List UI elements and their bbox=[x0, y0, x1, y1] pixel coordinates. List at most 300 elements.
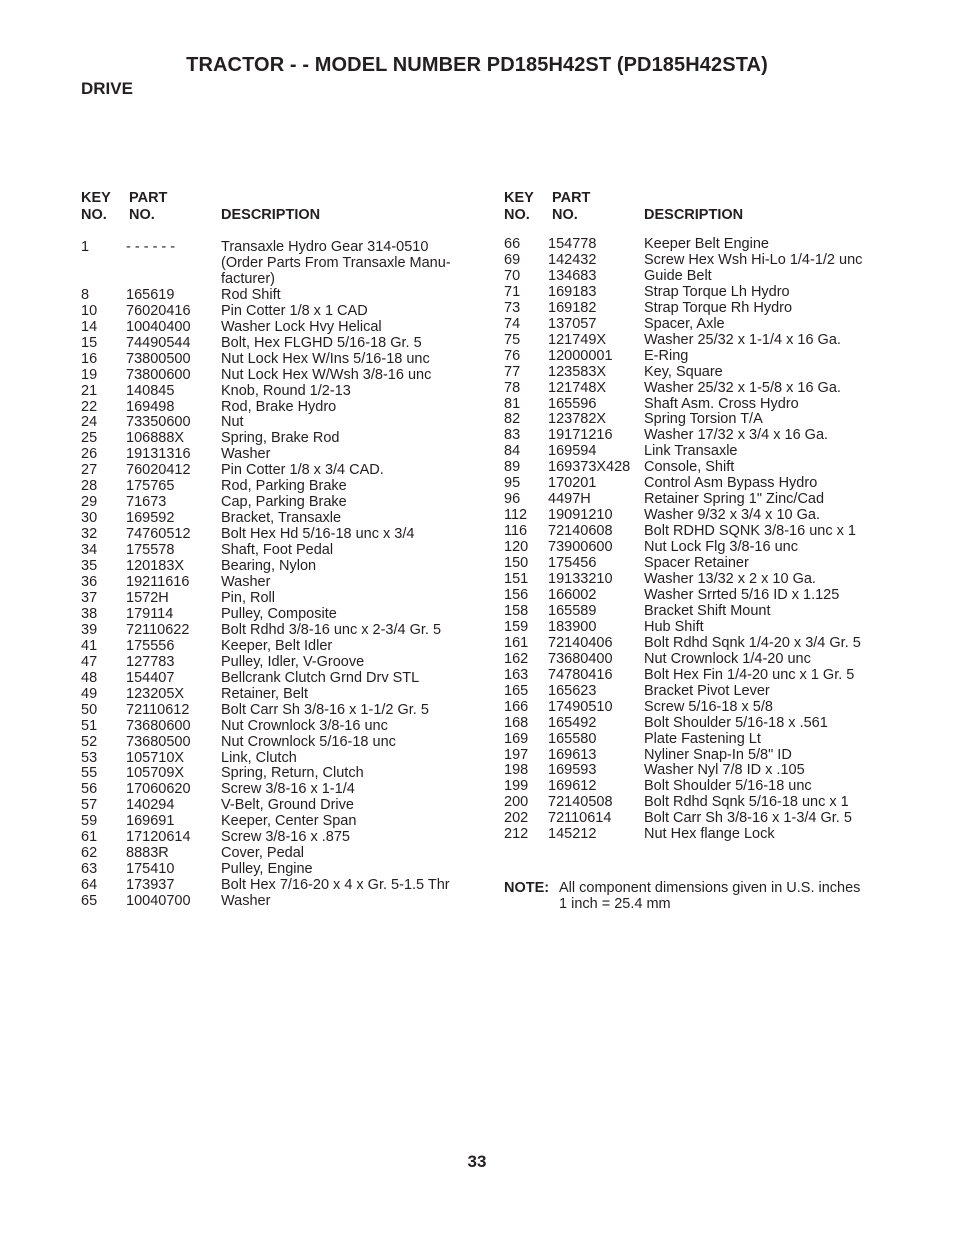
table-row bbox=[81, 288, 481, 304]
part-no: 145212 bbox=[548, 826, 597, 843]
key-no: 48 bbox=[81, 669, 98, 686]
part-description: Nut bbox=[221, 414, 244, 431]
key-no: 168 bbox=[504, 714, 529, 731]
header-part-line2: NO. bbox=[552, 207, 578, 223]
part-no: 154778 bbox=[548, 236, 597, 252]
part-no: 73680600 bbox=[126, 717, 191, 734]
key-no: 1 bbox=[81, 239, 90, 255]
key-no: 36 bbox=[81, 574, 98, 591]
part-no: 106888X bbox=[126, 430, 185, 447]
table-row bbox=[81, 719, 481, 735]
table-row bbox=[504, 301, 924, 317]
part-description: Washer Lock Hvy Helical bbox=[221, 318, 382, 335]
part-description: Retainer, Belt bbox=[221, 685, 309, 702]
part-no: 179114 bbox=[126, 605, 174, 622]
table-row bbox=[81, 862, 481, 878]
part-description: Spring, Return, Clutch bbox=[221, 765, 364, 782]
part-description: Bolt Rdhd Sqnk 1/4-20 x 3/4 Gr. 5 bbox=[644, 634, 861, 651]
part-no: 121748X bbox=[548, 379, 607, 396]
part-description: Bolt Shoulder 5/16-18 x .561 bbox=[644, 714, 828, 731]
part-description: Shaft Asm. Cross Hydro bbox=[644, 395, 799, 412]
parts-table-left bbox=[81, 190, 481, 910]
part-no: 175765 bbox=[126, 478, 175, 495]
table-row bbox=[504, 381, 924, 397]
section-heading: DRIVE bbox=[81, 79, 133, 98]
table-row bbox=[504, 556, 924, 572]
part-no: 165589 bbox=[548, 602, 597, 619]
part-no: 72140608 bbox=[548, 523, 613, 540]
key-no: 30 bbox=[81, 510, 98, 527]
part-description: Washer bbox=[221, 893, 271, 910]
key-no: 120 bbox=[504, 539, 529, 556]
part-no: 73900600 bbox=[548, 539, 613, 556]
key-no: 161 bbox=[504, 634, 529, 651]
part-no: 120183X bbox=[126, 558, 185, 575]
key-no: 61 bbox=[81, 829, 98, 846]
table-row bbox=[81, 766, 481, 782]
part-no: 19211616 bbox=[126, 574, 190, 591]
table-row bbox=[81, 400, 481, 416]
part-description: Keeper, Center Span bbox=[221, 813, 357, 830]
part-description: Bearing, Nylon bbox=[221, 558, 317, 575]
table-row bbox=[504, 588, 924, 604]
table-row bbox=[81, 559, 481, 575]
table-row bbox=[81, 607, 481, 623]
key-no: 162 bbox=[504, 650, 529, 667]
table-row bbox=[81, 751, 481, 767]
table-row bbox=[81, 623, 481, 639]
key-no: 71 bbox=[504, 283, 521, 300]
table-row bbox=[504, 428, 924, 444]
key-no: 66 bbox=[504, 236, 521, 252]
table-row bbox=[504, 397, 924, 413]
header-description: DESCRIPTION bbox=[644, 207, 744, 223]
table-row bbox=[504, 636, 924, 652]
table-row bbox=[504, 540, 924, 556]
key-no: 78 bbox=[504, 379, 521, 396]
table-row bbox=[504, 412, 924, 428]
table-row bbox=[504, 668, 924, 684]
part-description: Bolt Hex 7/16-20 x 4 x Gr. 5-1.5 Thr bbox=[221, 877, 450, 894]
key-no: 59 bbox=[81, 813, 98, 830]
table-row bbox=[504, 604, 924, 620]
table-row bbox=[81, 846, 481, 862]
part-no: 127783 bbox=[126, 653, 175, 670]
part-description: Washer 25/32 x 1-5/8 x 16 Ga. bbox=[644, 379, 841, 396]
part-no: 76020412 bbox=[126, 462, 191, 479]
part-no: 169593 bbox=[548, 762, 597, 779]
key-no: 51 bbox=[81, 717, 98, 734]
table-row bbox=[81, 543, 481, 559]
table-row bbox=[504, 476, 924, 492]
key-no: 50 bbox=[81, 701, 98, 718]
table-row bbox=[504, 237, 924, 253]
key-no: 56 bbox=[81, 781, 98, 798]
table-row bbox=[81, 655, 481, 671]
part-no: 73800500 bbox=[126, 350, 191, 367]
part-description: Spacer, Axle bbox=[644, 315, 725, 332]
part-no: 72140406 bbox=[548, 634, 613, 651]
part-description: Link, Clutch bbox=[221, 749, 297, 766]
part-description: Washer Nyl 7/8 ID x .105 bbox=[644, 762, 805, 779]
key-no: 159 bbox=[504, 618, 529, 635]
part-description: Washer 13/32 x 2 x 10 Ga. bbox=[644, 571, 816, 588]
part-no: 19091210 bbox=[548, 507, 613, 524]
part-no: 74760512 bbox=[126, 526, 191, 543]
key-no: 116 bbox=[504, 523, 528, 540]
part-description: Hub Shift bbox=[644, 618, 704, 635]
table-row bbox=[81, 894, 481, 910]
part-no: 12000001 bbox=[548, 347, 613, 364]
part-description: Washer bbox=[221, 446, 271, 463]
key-no: 197 bbox=[504, 746, 529, 763]
part-no: 175578 bbox=[126, 542, 175, 559]
table-row bbox=[504, 684, 924, 700]
table-row bbox=[81, 431, 481, 447]
key-no: 151 bbox=[504, 571, 529, 588]
table-row bbox=[504, 795, 924, 811]
part-description: Bracket, Transaxle bbox=[221, 510, 342, 527]
part-no: 175456 bbox=[548, 555, 597, 572]
part-description: Pulley, Engine bbox=[221, 861, 313, 878]
key-no: 39 bbox=[81, 621, 98, 638]
part-description: Cap, Parking Brake bbox=[221, 494, 347, 511]
key-no: 83 bbox=[504, 427, 521, 444]
key-no: 57 bbox=[81, 797, 98, 814]
key-no: 27 bbox=[81, 462, 98, 479]
part-no: 142432 bbox=[548, 251, 597, 268]
key-no: 81 bbox=[504, 395, 521, 412]
table-row bbox=[81, 878, 481, 894]
part-description: Cover, Pedal bbox=[221, 845, 305, 862]
table-header bbox=[81, 190, 481, 230]
part-no: 169691 bbox=[126, 813, 175, 830]
part-no: 105709X bbox=[126, 765, 185, 782]
key-no: 16 bbox=[81, 350, 98, 367]
key-no: 84 bbox=[504, 443, 521, 460]
part-description: Screw 5/16-18 x 5/8 bbox=[644, 698, 773, 715]
table-row bbox=[81, 814, 481, 830]
part-description: Washer 17/32 x 3/4 x 16 Ga. bbox=[644, 427, 829, 444]
table-row bbox=[81, 336, 481, 352]
part-no: 121749X bbox=[548, 331, 607, 348]
part-description: Spring Torsion T/A bbox=[644, 411, 763, 428]
part-description: Retainer Spring 1" Zinc/Cad bbox=[644, 491, 825, 508]
part-description: Strap Torque Rh Hydro bbox=[644, 299, 793, 316]
part-description: Rod, Parking Brake bbox=[221, 478, 347, 495]
key-no: 55 bbox=[81, 765, 98, 782]
table-row bbox=[504, 365, 924, 381]
key-no: 37 bbox=[81, 589, 98, 606]
part-no: 105710X bbox=[126, 749, 185, 766]
part-no: 73680400 bbox=[548, 650, 613, 667]
key-no: 52 bbox=[81, 733, 98, 750]
part-no: 1572H bbox=[126, 589, 169, 606]
part-description: Pulley, Composite bbox=[221, 605, 337, 622]
part-no: 17490510 bbox=[548, 698, 613, 715]
part-no: 165580 bbox=[548, 730, 597, 747]
part-description: Pin, Roll bbox=[221, 589, 275, 606]
table-row bbox=[81, 782, 481, 798]
part-description: Nut Crownlock 3/8-16 unc bbox=[221, 717, 388, 734]
table-row bbox=[81, 479, 481, 495]
part-no: 165492 bbox=[548, 714, 597, 731]
key-no: 70 bbox=[504, 267, 521, 284]
part-description: Washer 25/32 x 1-1/4 x 16 Ga. bbox=[644, 331, 841, 348]
part-no: 137057 bbox=[548, 315, 597, 332]
key-no: 24 bbox=[81, 414, 98, 431]
table-row bbox=[504, 652, 924, 668]
part-no: 71673 bbox=[126, 494, 167, 511]
table-row bbox=[81, 830, 481, 846]
part-no: 166002 bbox=[548, 586, 597, 603]
key-no: 74 bbox=[504, 315, 521, 332]
part-no: 169183 bbox=[548, 283, 597, 300]
part-no: 72110612 bbox=[126, 701, 190, 718]
part-no: 19131316 bbox=[126, 446, 191, 463]
part-description: Bolt Hex Hd 5/16-18 unc x 3/4 bbox=[221, 526, 415, 543]
header-part-line1: PART bbox=[552, 190, 591, 206]
part-no: 169592 bbox=[126, 510, 175, 527]
part-description: Spacer Retainer bbox=[644, 555, 749, 572]
part-no: 73350600 bbox=[126, 414, 191, 431]
part-no: 169373X428 bbox=[548, 459, 631, 476]
part-description: Bolt Hex Fin 1/4-20 unc x 1 Gr. 5 bbox=[644, 666, 855, 683]
key-no: 38 bbox=[81, 605, 98, 622]
table-row bbox=[81, 495, 481, 511]
part-description: Nut Hex flange Lock bbox=[644, 826, 775, 843]
part-description: Screw Hex Wsh Hi-Lo 1/4-1/2 unc bbox=[644, 251, 863, 268]
key-no: 163 bbox=[504, 666, 529, 683]
key-no: 32 bbox=[81, 526, 98, 543]
page-number: 33 bbox=[467, 1152, 487, 1171]
part-description: Bolt Carr Sh 3/8-16 x 1-1/2 Gr. 5 bbox=[221, 701, 429, 718]
header-key-line2: NO. bbox=[504, 207, 530, 223]
part-description: Screw 3/8-16 x .875 bbox=[221, 829, 350, 846]
part-description: Bolt, Hex FLGHD 5/16-18 Gr. 5 bbox=[221, 334, 422, 351]
part-description: Knob, Round 1/2-13 bbox=[221, 382, 351, 399]
key-no: 14 bbox=[81, 318, 98, 335]
part-description: Washer Srrted 5/16 ID x 1.125 bbox=[644, 586, 840, 603]
table-row bbox=[504, 779, 924, 795]
part-description: Bellcrank Clutch Grnd Drv STL bbox=[221, 669, 420, 686]
key-no: 202 bbox=[504, 810, 529, 827]
key-no: 8 bbox=[81, 286, 90, 303]
part-description: Nyliner Snap-In 5/8" ID bbox=[644, 746, 792, 763]
key-no: 156 bbox=[504, 586, 529, 603]
part-no: 173937 bbox=[126, 877, 175, 894]
part-description: Link Transaxle bbox=[644, 443, 738, 460]
table-row bbox=[81, 415, 481, 431]
part-no: 74780416 bbox=[548, 666, 613, 683]
part-description: Pin Cotter 1/8 x 1 CAD bbox=[221, 302, 368, 319]
part-no: 134683 bbox=[548, 267, 597, 284]
table-row bbox=[81, 304, 481, 320]
table-row bbox=[504, 572, 924, 588]
header-part-line1: PART bbox=[129, 190, 168, 206]
table-row bbox=[81, 703, 481, 719]
key-no: 28 bbox=[81, 478, 98, 495]
table-row bbox=[504, 508, 924, 524]
table-row bbox=[81, 735, 481, 751]
table-row bbox=[81, 368, 481, 384]
part-no: 8883R bbox=[126, 845, 169, 862]
key-no: 65 bbox=[81, 893, 98, 910]
key-no: 69 bbox=[504, 251, 521, 268]
table-row bbox=[504, 763, 924, 779]
table-row bbox=[504, 333, 924, 349]
key-no: 47 bbox=[81, 653, 98, 670]
header-key-line1: KEY bbox=[81, 190, 111, 206]
part-description: Shaft, Foot Pedal bbox=[221, 542, 334, 559]
key-no: 26 bbox=[81, 446, 98, 463]
part-description: V-Belt, Ground Drive bbox=[221, 797, 354, 814]
part-no: 165596 bbox=[548, 395, 597, 412]
part-description: Bolt Rdhd Sqnk 5/16-18 unc x 1 bbox=[644, 794, 849, 811]
part-description: Bracket Shift Mount bbox=[644, 602, 771, 619]
table-row bbox=[81, 463, 481, 479]
key-no: 10 bbox=[81, 302, 98, 319]
key-no: 41 bbox=[81, 637, 98, 654]
key-no: 76 bbox=[504, 347, 521, 364]
part-no: 154407 bbox=[126, 669, 175, 686]
part-description: Rod Shift bbox=[221, 286, 281, 303]
table-row bbox=[504, 748, 924, 764]
part-no: 175410 bbox=[126, 861, 175, 878]
part-description: Key, Square bbox=[644, 363, 723, 380]
key-no: 169 bbox=[504, 730, 529, 747]
table-row bbox=[504, 460, 924, 476]
note-text: All component dimensions given in U.S. inches 1 inch = 25.4 mm bbox=[559, 880, 861, 912]
key-no: 22 bbox=[81, 398, 98, 415]
part-no: 4497H bbox=[548, 491, 591, 508]
key-no: 29 bbox=[81, 494, 98, 511]
key-no: 199 bbox=[504, 778, 529, 795]
part-no: 165623 bbox=[548, 682, 597, 699]
part-no: 169612 bbox=[548, 778, 597, 795]
table-row bbox=[81, 352, 481, 368]
table-row bbox=[504, 285, 924, 301]
part-no: 19171216 bbox=[548, 427, 613, 444]
key-no: 198 bbox=[504, 762, 529, 779]
page-title: TRACTOR - - MODEL NUMBER PD185H42ST (PD185H42STA) bbox=[186, 54, 768, 76]
part-no: 169498 bbox=[126, 398, 175, 415]
key-no: 200 bbox=[504, 794, 529, 811]
header-description: DESCRIPTION bbox=[221, 207, 321, 223]
part-description: Guide Belt bbox=[644, 267, 712, 284]
part-description: Bolt Rdhd 3/8-16 unc x 2-3/4 Gr. 5 bbox=[221, 621, 442, 638]
table-row bbox=[81, 240, 481, 288]
key-no: 62 bbox=[81, 845, 98, 862]
part-description: Bracket Pivot Lever bbox=[644, 682, 770, 699]
key-no: 73 bbox=[504, 299, 521, 316]
key-no: 75 bbox=[504, 331, 521, 348]
part-description: Bolt Carr Sh 3/8-16 x 1-3/4 Gr. 5 bbox=[644, 810, 852, 827]
header-part-line2: NO. bbox=[129, 207, 155, 223]
part-description: Nut Lock Hex W/Ins 5/16-18 unc bbox=[221, 350, 430, 367]
key-no: 34 bbox=[81, 542, 98, 559]
note-label: NOTE: bbox=[504, 880, 550, 896]
part-description: Pin Cotter 1/8 x 3/4 CAD. bbox=[221, 462, 384, 479]
table-row bbox=[504, 732, 924, 748]
part-description: Keeper Belt Engine bbox=[644, 236, 769, 252]
key-no: 212 bbox=[504, 826, 529, 843]
part-description: Bolt Shoulder 5/16-18 unc bbox=[644, 778, 812, 795]
part-no: 123782X bbox=[548, 411, 607, 428]
table-row bbox=[504, 700, 924, 716]
key-no: 35 bbox=[81, 558, 98, 575]
part-no: 10040700 bbox=[126, 893, 191, 910]
part-description: Transaxle Hydro Gear 314-0510 (Order Parts From Transaxle Manu- facturer) bbox=[221, 239, 451, 287]
parts-table-right bbox=[504, 190, 924, 843]
part-description: Pulley, Idler, V-Groove bbox=[221, 653, 365, 670]
part-no: 72110614 bbox=[548, 810, 612, 827]
part-no: 72110622 bbox=[126, 621, 190, 638]
table-header bbox=[504, 190, 924, 230]
header-key-line2: NO. bbox=[81, 207, 107, 223]
key-no: 19 bbox=[81, 366, 98, 383]
part-description: Spring, Brake Rod bbox=[221, 430, 340, 447]
key-no: 150 bbox=[504, 555, 529, 572]
part-description: Strap Torque Lh Hydro bbox=[644, 283, 790, 300]
part-description: Keeper, Belt Idler bbox=[221, 637, 333, 654]
part-description: Bolt RDHD SQNK 3/8-16 unc x 1 bbox=[644, 523, 856, 540]
key-no: 21 bbox=[81, 382, 98, 399]
key-no: 112 bbox=[504, 507, 528, 524]
part-no: 183900 bbox=[548, 618, 597, 635]
key-no: 53 bbox=[81, 749, 98, 766]
parts-list-right bbox=[504, 237, 924, 843]
key-no: 95 bbox=[504, 475, 521, 492]
part-no: 169613 bbox=[548, 746, 597, 763]
table-row bbox=[81, 320, 481, 336]
part-no: - - - - - - bbox=[126, 239, 176, 255]
part-no: 169182 bbox=[548, 299, 597, 316]
part-no: 17060620 bbox=[126, 781, 191, 798]
table-row bbox=[81, 384, 481, 400]
part-no: 140845 bbox=[126, 382, 175, 399]
key-no: 82 bbox=[504, 411, 521, 428]
key-no: 63 bbox=[81, 861, 98, 878]
part-description: Console, Shift bbox=[644, 459, 735, 476]
key-no: 166 bbox=[504, 698, 529, 715]
part-description: Washer 9/32 x 3/4 x 10 Ga. bbox=[644, 507, 820, 524]
key-no: 77 bbox=[504, 363, 521, 380]
table-row bbox=[504, 524, 924, 540]
parts-list-left bbox=[81, 240, 481, 910]
key-no: 158 bbox=[504, 602, 529, 619]
header-key-line1: KEY bbox=[504, 190, 534, 206]
table-row bbox=[81, 639, 481, 655]
dimensions-note bbox=[504, 880, 860, 912]
table-row bbox=[504, 253, 924, 269]
key-no: 89 bbox=[504, 459, 521, 476]
part-description: E-Ring bbox=[644, 347, 689, 364]
part-no: 169594 bbox=[548, 443, 597, 460]
part-no: 123205X bbox=[126, 685, 185, 702]
part-description: Screw 3/8-16 x 1-1/4 bbox=[221, 781, 355, 798]
part-description: Control Asm Bypass Hydro bbox=[644, 475, 818, 492]
part-no: 72140508 bbox=[548, 794, 613, 811]
table-row bbox=[504, 716, 924, 732]
key-no: 49 bbox=[81, 685, 98, 702]
table-row bbox=[504, 811, 924, 827]
table-row bbox=[504, 269, 924, 285]
part-no: 10040400 bbox=[126, 318, 191, 335]
key-no: 64 bbox=[81, 877, 98, 894]
part-description: Plate Fastening Lt bbox=[644, 730, 761, 747]
table-row bbox=[504, 827, 924, 843]
